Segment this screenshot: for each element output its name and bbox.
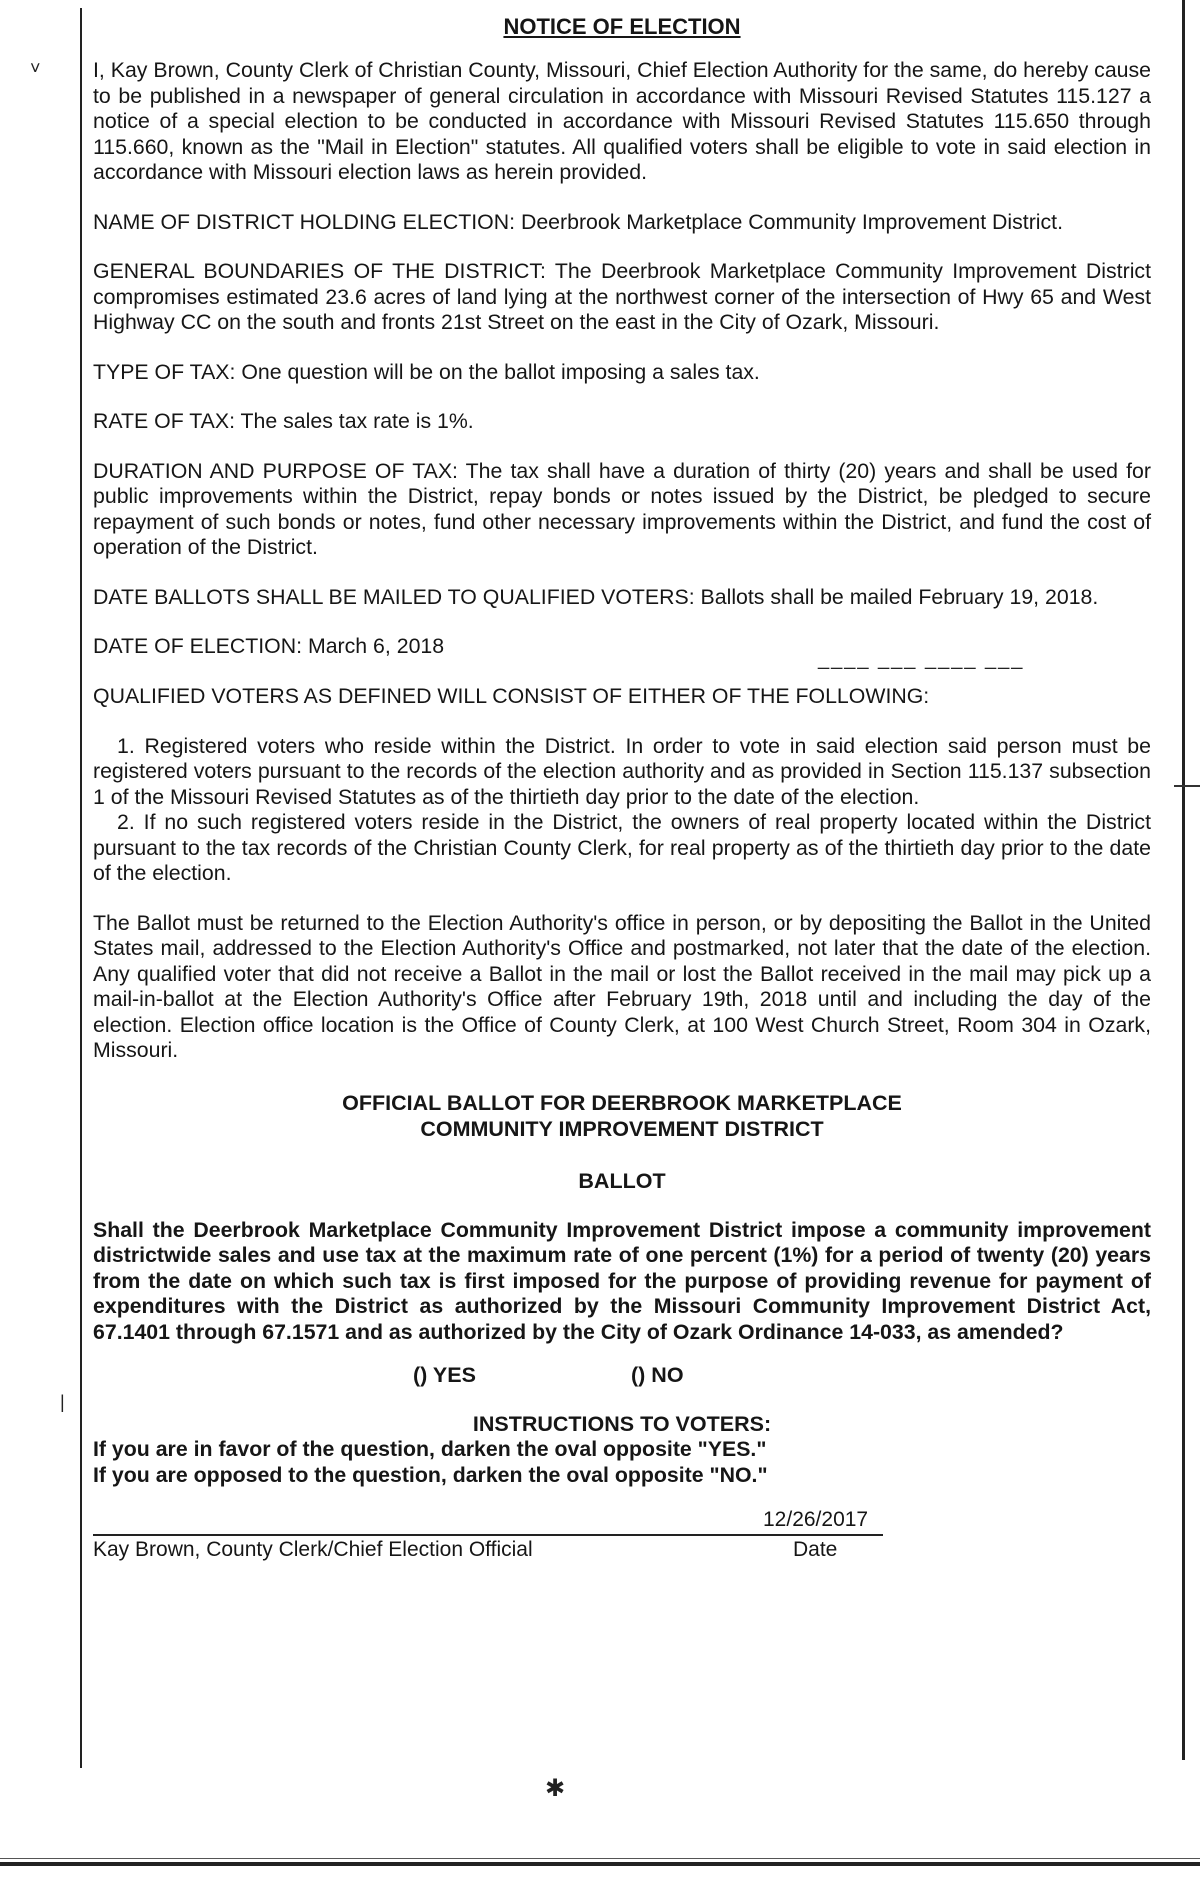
boundaries-paragraph: GENERAL BOUNDARIES OF THE DISTRICT: The Deerbrook Marketplace Community Improvement District compromises estimated 23.6 acres of land lying at the northwest corner of the intersection of Hwy 65 and West Highway CC on the south and fronts 21st Street on the east in the City of Ozark, Missouri. (93, 259, 1151, 334)
qualified-item-2: 2. If no such registered voters reside in the District, the owners of real property located within the District pursuant to the tax records of the Christian County Clerk, for real property as of the thirtieth day prior to the date of the election. (93, 810, 1151, 885)
ballot-label: BALLOT (578, 1168, 666, 1193)
date-label: Date (793, 1538, 838, 1561)
election-date-row (93, 634, 1151, 670)
frame-bottom-border-thin (0, 1858, 1200, 1859)
ballot-options (93, 1363, 1151, 1393)
district-name-paragraph: NAME OF DISTRICT HOLDING ELECTION: Deerbrook Marketplace Community Improvement District. (93, 209, 1064, 234)
tax-rate-paragraph: RATE OF TAX: The sales tax rate is 1%. (93, 409, 474, 433)
margin-pipe-mark: | (60, 1392, 65, 1412)
no-option: () NO (631, 1363, 684, 1387)
intro-paragraph: I, Kay Brown, County Clerk of Christian County, Missouri, Chief Election Authority for the same, do hereby cause to be published in a newspaper of general circulation in accordance with Missouri Revised Statutes 115.127 a notice of a special election to be conducted in accordance with Missouri Revised Statutes 115.650 through 115.660, known as the "Mail in Election" statutes. All qualified voters shall be eligible to vote in said election in accordance with Missouri election laws as herein provided. (93, 58, 1151, 184)
margin-dash-mark (1174, 785, 1200, 787)
signature-line (93, 1534, 883, 1536)
signature-block (93, 1494, 1151, 1564)
instructions-block (93, 1411, 1151, 1488)
ballot-heading-line-1: OFFICIAL BALLOT FOR DEERBROOK MARKETPLACE (342, 1090, 902, 1115)
margin-tick-mark: ˅ (30, 58, 41, 78)
notice-title: NOTICE OF ELECTION (503, 14, 741, 39)
instructions-heading: INSTRUCTIONS TO VOTERS: (472, 1412, 772, 1436)
mail-date-paragraph: DATE BALLOTS SHALL BE MAILED TO QUALIFIED VOTERS: Ballots shall be mailed February 19, 2018. (93, 584, 1099, 609)
signature-date-value: 12/26/2017 (763, 1508, 869, 1531)
yes-option: () YES (413, 1363, 476, 1387)
instruction-no: If you are opposed to the question, darken the oval opposite "NO." (93, 1462, 768, 1487)
notice-document (93, 14, 1151, 1564)
ballot-question: Shall the Deerbrook Marketplace Community Improvement District impose a community improvement districtwide sales and use tax at the maximum rate of one percent (1%) for a period of twenty (20) years from the date on which such tax is first imposed for the purpose of providing revenue for payment of expenditures with the District as authorized by the Missouri Community Improvement District Act, 67.1401 through 67.1571 and as authorized by the City of Ozark Ordinance 14-033, as amended? (93, 1217, 1151, 1344)
frame-left-border (80, 8, 82, 1768)
return-info-paragraph: The Ballot must be returned to the Election Authority's office in person, or by depositing the Ballot in the United States mail, addressed to the Election Authority's Office and postmarked, not later that the date of the election. Any qualified voter that did not receive a Ballot in the mail or lost the Ballot received in the mail may pick up a mail-in-ballot at the Election Authority's Office after February 19th, 2018 until and including the day of the election. Election office location is the Office of County Clerk, at 100 West Church Street, Room 304 in Ozark, Missouri. (93, 910, 1151, 1062)
instruction-yes: If you are in favor of the question, darken the oval opposite "YES." (93, 1437, 767, 1461)
ink-blot-mark: ✱ (545, 1775, 566, 1802)
dash-rule: ____ ___ ____ ___ (818, 648, 1025, 670)
duration-paragraph: DURATION AND PURPOSE OF TAX: The tax shall have a duration of thirty (20) years and shall be used for public improvements within the District, repay bonds or notes issued by the District, be pledged to secure repayment of such bonds or notes, fund other necessary improvements within the District, and fund the cost of operation of the District. (93, 458, 1151, 559)
qualified-item-1: 1. Registered voters who reside within the District. In order to vote in said election said person must be registered voters pursuant to the records of the election authority and as provided in Section 115.137 subsection 1 of the Missouri Revised Statutes as of the thirtieth day prior to the date of the election. (93, 733, 1151, 809)
signatory-name: Kay Brown, County Clerk/Chief Election Official (93, 1538, 533, 1561)
election-date-paragraph: DATE OF ELECTION: March 6, 2018 (93, 634, 445, 658)
frame-bottom-border (0, 1862, 1200, 1866)
ballot-heading-line-2: COMMUNITY IMPROVEMENT DISTRICT (420, 1116, 824, 1141)
qualified-voters-heading: QUALIFIED VOTERS AS DEFINED WILL CONSIST OF EITHER OF THE FOLLOWING: (93, 684, 930, 708)
tax-type-paragraph: TYPE OF TAX: One question will be on the ballot imposing a sales tax. (93, 359, 760, 384)
frame-right-border (1182, 0, 1185, 1760)
